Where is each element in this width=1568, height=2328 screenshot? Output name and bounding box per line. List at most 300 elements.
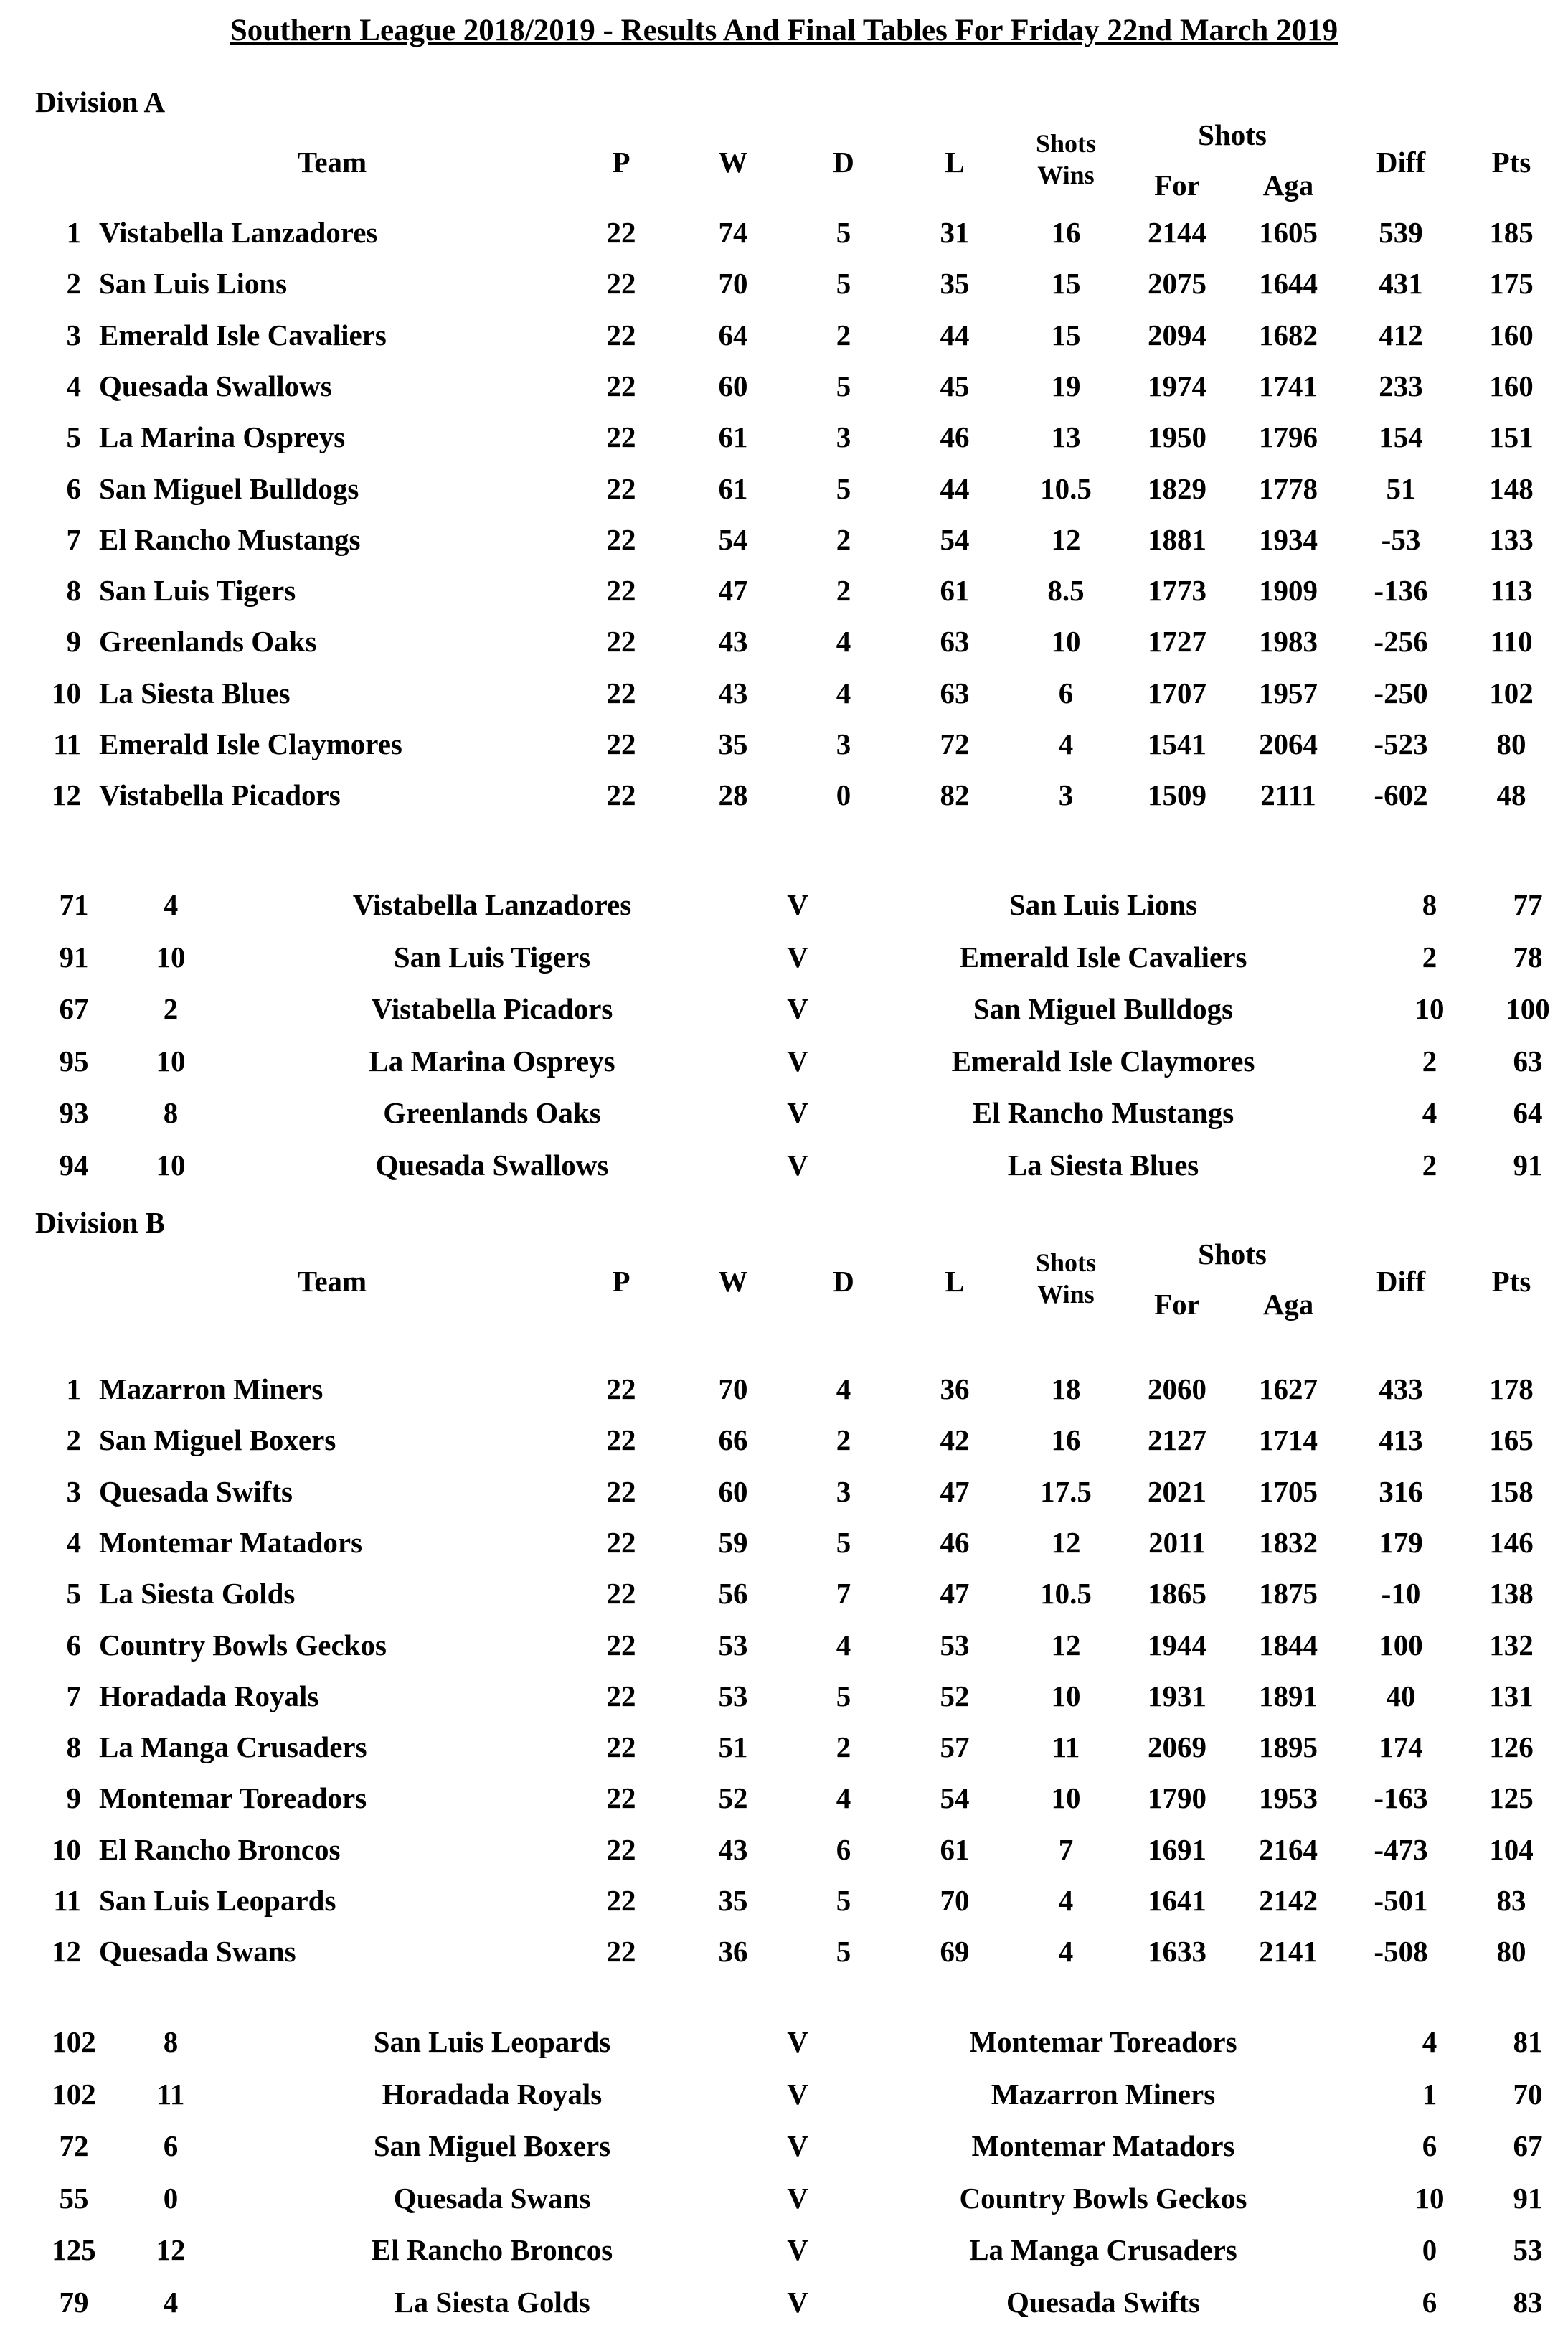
points-cell: 83 bbox=[1496, 1884, 1526, 1917]
position-cell: 7 bbox=[66, 1679, 81, 1712]
drawn-cell: 5 bbox=[836, 216, 851, 249]
versus-cell: V bbox=[787, 2182, 808, 2215]
team-cell: San Luis Tigers bbox=[99, 574, 296, 607]
lost-cell: 82 bbox=[940, 778, 970, 811]
position-cell: 3 bbox=[66, 319, 81, 352]
home-shots-cell: 55 bbox=[59, 2182, 89, 2215]
header-diff: Diff bbox=[1376, 1265, 1426, 1298]
result-row bbox=[0, 2025, 1568, 2068]
drawn-cell: 0 bbox=[836, 778, 851, 811]
away-shots-cell: 83 bbox=[1513, 2286, 1543, 2319]
won-cell: 53 bbox=[718, 1679, 748, 1712]
team-cell: Montemar Toreadors bbox=[99, 1781, 367, 1814]
played-cell: 22 bbox=[606, 267, 636, 300]
lost-cell: 61 bbox=[940, 574, 970, 607]
home-team-cell: Vistabella Lanzadores bbox=[352, 888, 632, 921]
won-cell: 60 bbox=[718, 369, 748, 402]
versus-cell: V bbox=[787, 1045, 808, 1078]
diff-cell: -256 bbox=[1374, 625, 1428, 658]
drawn-cell: 2 bbox=[836, 1730, 851, 1763]
team-cell: Montemar Matadors bbox=[99, 1526, 363, 1559]
lost-cell: 36 bbox=[940, 1372, 970, 1405]
table-row bbox=[0, 215, 1568, 258]
team-cell: San Miguel Bulldogs bbox=[99, 472, 359, 505]
won-cell: 35 bbox=[718, 727, 748, 760]
result-row bbox=[0, 887, 1568, 930]
header-shots: Shots bbox=[1198, 1238, 1267, 1271]
drawn-cell: 3 bbox=[836, 1475, 851, 1508]
away-points-cell: 6 bbox=[1422, 2129, 1437, 2162]
table-row bbox=[0, 369, 1568, 412]
played-cell: 22 bbox=[606, 1423, 636, 1456]
played-cell: 22 bbox=[606, 1372, 636, 1405]
page-title: Southern League 2018/2019 - Results And Final Tables For Friday 22nd March 2019 bbox=[230, 14, 1338, 47]
home-team-cell: La Siesta Golds bbox=[394, 2286, 590, 2319]
shots-against-cell: 1844 bbox=[1259, 1629, 1318, 1662]
away-shots-cell: 67 bbox=[1513, 2129, 1543, 2162]
table-row bbox=[0, 471, 1568, 514]
shots-wins-cell: 7 bbox=[1058, 1833, 1074, 1866]
shots-for-cell: 1950 bbox=[1148, 420, 1206, 453]
shots-against-cell: 1983 bbox=[1259, 625, 1318, 658]
header-lost: L bbox=[945, 1265, 965, 1298]
shots-wins-cell: 4 bbox=[1058, 1935, 1074, 1968]
away-team-cell: San Miguel Bulldogs bbox=[973, 992, 1234, 1025]
drawn-cell: 7 bbox=[836, 1577, 851, 1610]
points-cell: 132 bbox=[1489, 1629, 1534, 1662]
shots-against-cell: 1705 bbox=[1259, 1475, 1318, 1508]
shots-wins-cell: 6 bbox=[1058, 677, 1074, 710]
won-cell: 70 bbox=[718, 1372, 748, 1405]
away-team-cell: Country Bowls Geckos bbox=[959, 2182, 1247, 2215]
header-won: W bbox=[718, 1265, 748, 1298]
lost-cell: 53 bbox=[940, 1629, 970, 1662]
header-drawn: D bbox=[833, 1265, 854, 1298]
diff-cell: -523 bbox=[1374, 727, 1428, 760]
versus-cell: V bbox=[787, 941, 808, 974]
home-team-cell: Greenlands Oaks bbox=[383, 1096, 601, 1129]
won-cell: 64 bbox=[718, 319, 748, 352]
team-cell: La Siesta Blues bbox=[99, 677, 291, 710]
shots-for-cell: 1509 bbox=[1148, 778, 1206, 811]
won-cell: 53 bbox=[718, 1629, 748, 1662]
diff-cell: -508 bbox=[1374, 1935, 1428, 1968]
shots-for-cell: 1691 bbox=[1148, 1833, 1206, 1866]
played-cell: 22 bbox=[606, 574, 636, 607]
shots-against-cell: 1605 bbox=[1259, 216, 1318, 249]
drawn-cell: 5 bbox=[836, 472, 851, 505]
points-cell: 151 bbox=[1489, 420, 1534, 453]
played-cell: 22 bbox=[606, 677, 636, 710]
drawn-cell: 5 bbox=[836, 369, 851, 402]
diff-cell: 179 bbox=[1379, 1526, 1423, 1559]
shots-against-cell: 1953 bbox=[1259, 1781, 1318, 1814]
header-shots-wins-1: Shots bbox=[1035, 1248, 1097, 1277]
away-shots-cell: 70 bbox=[1513, 2078, 1543, 2111]
diff-cell: 154 bbox=[1379, 420, 1423, 453]
away-team-cell: La Manga Crusaders bbox=[969, 2233, 1237, 2266]
played-cell: 22 bbox=[606, 1577, 636, 1610]
lost-cell: 46 bbox=[940, 1526, 970, 1559]
shots-for-cell: 1727 bbox=[1148, 625, 1206, 658]
played-cell: 22 bbox=[606, 1679, 636, 1712]
table-row bbox=[0, 1372, 1568, 1415]
home-shots-cell: 91 bbox=[59, 941, 89, 974]
won-cell: 54 bbox=[718, 523, 748, 556]
lost-cell: 45 bbox=[940, 369, 970, 402]
won-cell: 61 bbox=[718, 420, 748, 453]
position-cell: 5 bbox=[66, 420, 81, 453]
table-row bbox=[0, 1474, 1568, 1517]
diff-cell: 413 bbox=[1379, 1423, 1423, 1456]
team-cell: Horadada Royals bbox=[99, 1679, 319, 1712]
shots-for-cell: 2060 bbox=[1148, 1372, 1206, 1405]
shots-for-cell: 1641 bbox=[1148, 1884, 1206, 1917]
home-shots-cell: 79 bbox=[59, 2286, 89, 2319]
points-cell: 126 bbox=[1489, 1730, 1534, 1763]
points-cell: 113 bbox=[1490, 574, 1533, 607]
shots-for-cell: 1773 bbox=[1148, 574, 1206, 607]
away-points-cell: 4 bbox=[1422, 2025, 1437, 2058]
diff-cell: -53 bbox=[1381, 523, 1421, 556]
drawn-cell: 5 bbox=[836, 1679, 851, 1712]
position-cell: 6 bbox=[66, 472, 81, 505]
shots-wins-cell: 12 bbox=[1051, 1629, 1081, 1662]
versus-cell: V bbox=[787, 992, 808, 1025]
position-cell: 2 bbox=[66, 1423, 81, 1456]
away-points-cell: 2 bbox=[1422, 1045, 1437, 1078]
lost-cell: 63 bbox=[940, 677, 970, 710]
team-cell: Emerald Isle Claymores bbox=[99, 727, 402, 760]
table-row bbox=[0, 1679, 1568, 1722]
shots-wins-cell: 3 bbox=[1058, 778, 1074, 811]
shots-for-cell: 2094 bbox=[1148, 319, 1206, 352]
shots-for-cell: 1881 bbox=[1148, 523, 1206, 556]
header-played: P bbox=[612, 146, 630, 179]
table-row bbox=[0, 1628, 1568, 1671]
result-row bbox=[0, 2285, 1568, 2328]
shots-against-cell: 1741 bbox=[1259, 369, 1318, 402]
team-cell: Vistabella Lanzadores bbox=[99, 216, 378, 249]
shots-wins-cell: 15 bbox=[1051, 267, 1081, 300]
shots-against-cell: 1875 bbox=[1259, 1577, 1318, 1610]
lost-cell: 31 bbox=[940, 216, 970, 249]
header-shots-against: Aga bbox=[1262, 169, 1314, 202]
shots-against-cell: 2141 bbox=[1259, 1935, 1318, 1968]
table-row bbox=[0, 778, 1568, 821]
header-shots-wins-2: Wins bbox=[1037, 1280, 1095, 1309]
result-row bbox=[0, 2181, 1568, 2224]
table-row bbox=[0, 1781, 1568, 1824]
home-team-cell: El Rancho Broncos bbox=[371, 2233, 613, 2266]
points-cell: 185 bbox=[1489, 216, 1534, 249]
shots-against-cell: 1796 bbox=[1259, 420, 1318, 453]
drawn-cell: 5 bbox=[836, 1526, 851, 1559]
versus-cell: V bbox=[787, 1149, 808, 1182]
table-row bbox=[0, 1934, 1568, 1977]
position-cell: 5 bbox=[66, 1577, 81, 1610]
away-points-cell: 10 bbox=[1414, 2182, 1445, 2215]
lost-cell: 63 bbox=[940, 625, 970, 658]
result-row bbox=[0, 991, 1568, 1035]
won-cell: 61 bbox=[718, 472, 748, 505]
away-shots-cell: 78 bbox=[1513, 941, 1543, 974]
shots-against-cell: 1909 bbox=[1259, 574, 1318, 607]
away-points-cell: 10 bbox=[1414, 992, 1445, 1025]
played-cell: 22 bbox=[606, 319, 636, 352]
won-cell: 43 bbox=[718, 625, 748, 658]
result-row bbox=[0, 2233, 1568, 2276]
shots-wins-cell: 19 bbox=[1051, 369, 1081, 402]
shots-for-cell: 1707 bbox=[1148, 677, 1206, 710]
away-points-cell: 0 bbox=[1422, 2233, 1437, 2266]
shots-for-cell: 1829 bbox=[1148, 472, 1206, 505]
away-shots-cell: 64 bbox=[1513, 1096, 1543, 1129]
shots-for-cell: 1865 bbox=[1148, 1577, 1206, 1610]
shots-wins-cell: 16 bbox=[1051, 216, 1081, 249]
position-cell: 6 bbox=[66, 1629, 81, 1662]
lost-cell: 47 bbox=[940, 1577, 970, 1610]
drawn-cell: 2 bbox=[836, 1423, 851, 1456]
table-row bbox=[0, 676, 1568, 719]
diff-cell: 433 bbox=[1379, 1372, 1423, 1405]
played-cell: 22 bbox=[606, 1730, 636, 1763]
team-cell: El Rancho Mustangs bbox=[99, 523, 361, 556]
played-cell: 22 bbox=[606, 625, 636, 658]
drawn-cell: 4 bbox=[836, 1781, 851, 1814]
shots-wins-cell: 15 bbox=[1051, 319, 1081, 352]
table-row bbox=[0, 1576, 1568, 1619]
shots-for-cell: 1944 bbox=[1148, 1629, 1206, 1662]
points-cell: 110 bbox=[1490, 625, 1533, 658]
points-cell: 80 bbox=[1496, 727, 1526, 760]
position-cell: 4 bbox=[66, 1526, 81, 1559]
lost-cell: 46 bbox=[940, 420, 970, 453]
versus-cell: V bbox=[787, 2025, 808, 2058]
position-cell: 12 bbox=[52, 778, 81, 811]
home-team-cell: Quesada Swallows bbox=[375, 1149, 609, 1182]
table-row bbox=[0, 318, 1568, 361]
home-team-cell: Quesada Swans bbox=[393, 2182, 591, 2215]
diff-cell: 100 bbox=[1379, 1629, 1423, 1662]
points-cell: 160 bbox=[1489, 319, 1534, 352]
header-shots-for: For bbox=[1154, 1288, 1200, 1321]
points-cell: 102 bbox=[1489, 677, 1534, 710]
diff-cell: -501 bbox=[1374, 1884, 1428, 1917]
points-cell: 160 bbox=[1489, 369, 1534, 402]
table-row bbox=[0, 573, 1568, 616]
table-row bbox=[0, 1423, 1568, 1466]
shots-against-cell: 1934 bbox=[1259, 523, 1318, 556]
header-shots-wins-1: Shots bbox=[1035, 129, 1097, 158]
home-points-cell: 0 bbox=[163, 2182, 179, 2215]
lost-cell: 54 bbox=[940, 523, 970, 556]
shots-for-cell: 2127 bbox=[1148, 1423, 1206, 1456]
shots-against-cell: 1682 bbox=[1259, 319, 1318, 352]
lost-cell: 72 bbox=[940, 727, 970, 760]
won-cell: 70 bbox=[718, 267, 748, 300]
played-cell: 22 bbox=[606, 1833, 636, 1866]
position-cell: 1 bbox=[66, 1372, 81, 1405]
won-cell: 66 bbox=[718, 1423, 748, 1456]
table-row bbox=[0, 1883, 1568, 1926]
shots-against-cell: 2164 bbox=[1259, 1833, 1318, 1866]
table-row bbox=[0, 420, 1568, 463]
points-cell: 175 bbox=[1489, 267, 1534, 300]
lost-cell: 70 bbox=[940, 1884, 970, 1917]
shots-for-cell: 2069 bbox=[1148, 1730, 1206, 1763]
drawn-cell: 2 bbox=[836, 574, 851, 607]
table-row bbox=[0, 522, 1568, 565]
shots-against-cell: 1644 bbox=[1259, 267, 1318, 300]
points-cell: 158 bbox=[1489, 1475, 1534, 1508]
result-row bbox=[0, 1095, 1568, 1139]
played-cell: 22 bbox=[606, 727, 636, 760]
home-shots-cell: 93 bbox=[59, 1096, 89, 1129]
home-team-cell: La Marina Ospreys bbox=[369, 1045, 615, 1078]
shots-against-cell: 1891 bbox=[1259, 1679, 1318, 1712]
away-team-cell: Montemar Matadors bbox=[971, 2129, 1235, 2162]
played-cell: 22 bbox=[606, 369, 636, 402]
shots-wins-cell: 17.5 bbox=[1040, 1475, 1092, 1508]
shots-for-cell: 2075 bbox=[1148, 267, 1206, 300]
shots-wins-cell: 10 bbox=[1051, 1679, 1081, 1712]
home-team-cell: San Luis Tigers bbox=[393, 941, 591, 974]
played-cell: 22 bbox=[606, 778, 636, 811]
points-cell: 48 bbox=[1496, 778, 1526, 811]
home-team-cell: San Miguel Boxers bbox=[373, 2129, 611, 2162]
diff-cell: 233 bbox=[1379, 369, 1423, 402]
points-cell: 148 bbox=[1489, 472, 1534, 505]
played-cell: 22 bbox=[606, 1884, 636, 1917]
diff-cell: 51 bbox=[1386, 472, 1416, 505]
shots-against-cell: 1957 bbox=[1259, 677, 1318, 710]
header-drawn: D bbox=[833, 146, 854, 179]
team-cell: Quesada Swallows bbox=[99, 369, 332, 402]
played-cell: 22 bbox=[606, 420, 636, 453]
drawn-cell: 5 bbox=[836, 1884, 851, 1917]
header-points: Pts bbox=[1491, 146, 1531, 179]
away-points-cell: 8 bbox=[1422, 888, 1437, 921]
drawn-cell: 3 bbox=[836, 420, 851, 453]
away-shots-cell: 100 bbox=[1506, 992, 1550, 1025]
away-team-cell: Quesada Swifts bbox=[1006, 2286, 1200, 2319]
shots-wins-cell: 10 bbox=[1051, 1781, 1081, 1814]
lost-cell: 61 bbox=[940, 1833, 970, 1866]
header-diff: Diff bbox=[1376, 146, 1426, 179]
home-shots-cell: 125 bbox=[52, 2233, 96, 2266]
played-cell: 22 bbox=[606, 1629, 636, 1662]
home-points-cell: 8 bbox=[163, 2025, 179, 2058]
position-cell: 8 bbox=[66, 1730, 81, 1763]
shots-against-cell: 1895 bbox=[1259, 1730, 1318, 1763]
home-shots-cell: 102 bbox=[52, 2025, 96, 2058]
away-points-cell: 1 bbox=[1422, 2078, 1437, 2111]
position-cell: 4 bbox=[66, 369, 81, 402]
lost-cell: 57 bbox=[940, 1730, 970, 1763]
diff-cell: 316 bbox=[1379, 1475, 1423, 1508]
lost-cell: 42 bbox=[940, 1423, 970, 1456]
won-cell: 52 bbox=[718, 1781, 748, 1814]
shots-for-cell: 2144 bbox=[1148, 216, 1206, 249]
diff-cell: 174 bbox=[1379, 1730, 1423, 1763]
team-cell: La Manga Crusaders bbox=[99, 1730, 367, 1763]
header-team: Team bbox=[297, 1265, 367, 1298]
shots-wins-cell: 10.5 bbox=[1040, 472, 1092, 505]
points-cell: 138 bbox=[1489, 1577, 1534, 1610]
table-row bbox=[0, 624, 1568, 667]
won-cell: 35 bbox=[718, 1884, 748, 1917]
table-row bbox=[0, 727, 1568, 770]
away-shots-cell: 53 bbox=[1513, 2233, 1543, 2266]
team-cell: La Marina Ospreys bbox=[99, 420, 346, 453]
diff-cell: -250 bbox=[1374, 677, 1428, 710]
versus-cell: V bbox=[787, 2078, 808, 2111]
result-row bbox=[0, 2129, 1568, 2172]
away-team-cell: La Siesta Blues bbox=[1007, 1149, 1199, 1182]
points-cell: 133 bbox=[1489, 523, 1534, 556]
division-title: Division A bbox=[35, 85, 166, 118]
shots-wins-cell: 8.5 bbox=[1047, 574, 1085, 607]
drawn-cell: 4 bbox=[836, 625, 851, 658]
team-cell: El Rancho Broncos bbox=[99, 1833, 341, 1866]
drawn-cell: 4 bbox=[836, 677, 851, 710]
home-shots-cell: 72 bbox=[59, 2129, 89, 2162]
versus-cell: V bbox=[787, 1096, 808, 1129]
home-shots-cell: 67 bbox=[59, 992, 89, 1025]
won-cell: 28 bbox=[718, 778, 748, 811]
away-shots-cell: 81 bbox=[1513, 2025, 1543, 2058]
team-cell: Vistabella Picadors bbox=[99, 778, 341, 811]
away-points-cell: 2 bbox=[1422, 941, 1437, 974]
versus-cell: V bbox=[787, 2233, 808, 2266]
result-row bbox=[0, 1044, 1568, 1087]
team-cell: San Miguel Boxers bbox=[99, 1423, 336, 1456]
shots-wins-cell: 4 bbox=[1058, 1884, 1074, 1917]
won-cell: 60 bbox=[718, 1475, 748, 1508]
away-points-cell: 2 bbox=[1422, 1149, 1437, 1182]
shots-wins-cell: 12 bbox=[1051, 523, 1081, 556]
points-cell: 178 bbox=[1489, 1372, 1534, 1405]
drawn-cell: 5 bbox=[836, 1935, 851, 1968]
played-cell: 22 bbox=[606, 1935, 636, 1968]
away-shots-cell: 63 bbox=[1513, 1045, 1543, 1078]
header-team: Team bbox=[297, 146, 367, 179]
position-cell: 2 bbox=[66, 267, 81, 300]
diff-cell: -473 bbox=[1374, 1833, 1428, 1866]
away-points-cell: 6 bbox=[1422, 2286, 1437, 2319]
team-cell: Mazarron Miners bbox=[99, 1372, 323, 1405]
shots-against-cell: 1778 bbox=[1259, 472, 1318, 505]
away-team-cell: Mazarron Miners bbox=[991, 2078, 1216, 2111]
table-row bbox=[0, 1730, 1568, 1773]
diff-cell: -602 bbox=[1374, 778, 1428, 811]
position-cell: 8 bbox=[66, 574, 81, 607]
diff-cell: -136 bbox=[1374, 574, 1428, 607]
diff-cell: 539 bbox=[1379, 216, 1423, 249]
home-points-cell: 4 bbox=[163, 2286, 179, 2319]
diff-cell: -10 bbox=[1381, 1577, 1421, 1610]
home-shots-cell: 95 bbox=[59, 1045, 89, 1078]
points-cell: 125 bbox=[1489, 1781, 1534, 1814]
header-shots: Shots bbox=[1198, 118, 1267, 151]
lost-cell: 52 bbox=[940, 1679, 970, 1712]
header-shots-against: Aga bbox=[1262, 1288, 1314, 1321]
home-points-cell: 8 bbox=[163, 1096, 179, 1129]
drawn-cell: 3 bbox=[836, 727, 851, 760]
header-shots-for: For bbox=[1154, 169, 1200, 202]
team-cell: San Luis Leopards bbox=[99, 1884, 336, 1917]
